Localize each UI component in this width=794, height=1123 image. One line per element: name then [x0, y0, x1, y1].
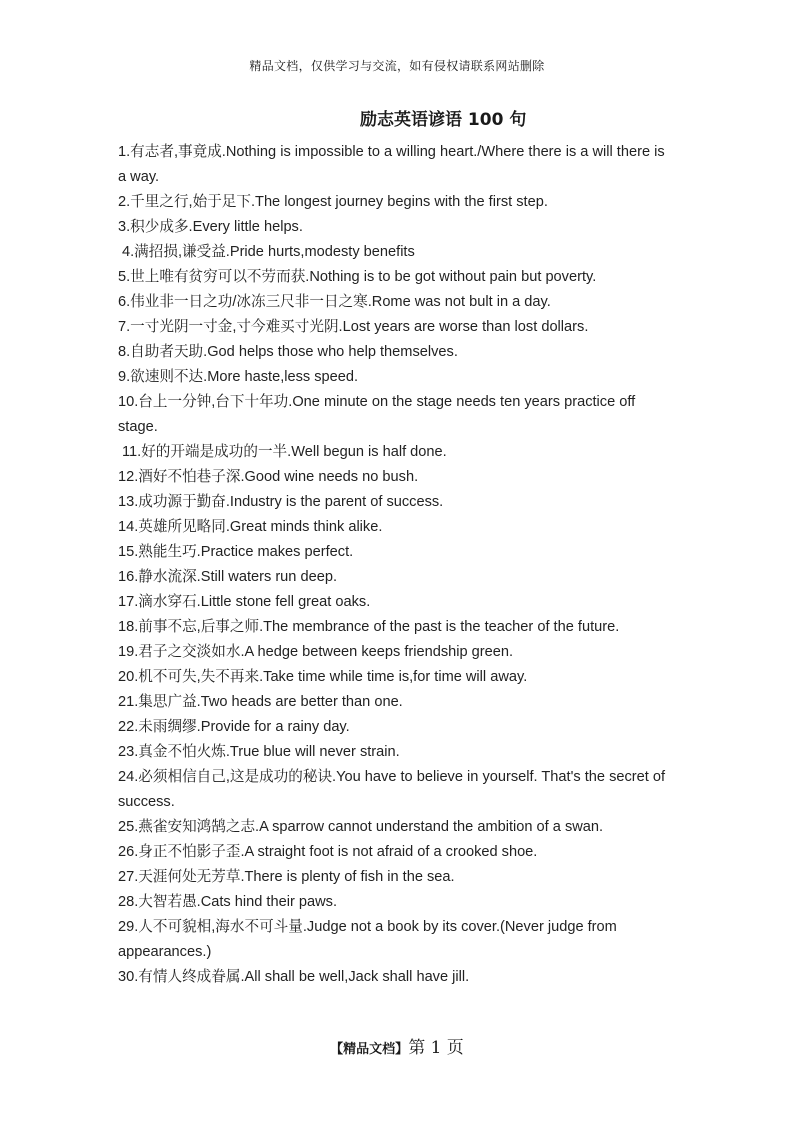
proverb-line: 20.机不可失,失不再来.Take time while time is,for time will away.: [118, 669, 528, 685]
proverb-line: 16.静水流深.Still waters run deep.: [118, 569, 337, 585]
proverb-line: 24.必须相信自己,这是成功的秘诀.You have to believe in yourself. That's the secret of success.: [118, 769, 666, 810]
page-header: 精品文档，仅供学习与交流，如有侵权请联系网站删除: [249, 59, 545, 73]
proverb-line: 8.自助者天助.God helps those who help themselves.: [118, 344, 458, 360]
proverb-line: 9.欲速则不达.More haste,less speed.: [118, 369, 359, 385]
proverb-line: 25.燕雀安知鸿鹄之志.A sparrow cannot understand the ambition of a swan.: [118, 819, 604, 835]
proverb-line: 13.成功源于勤奋.Industry is the parent of success.: [118, 494, 444, 510]
proverb-line: 22.未雨绸缪.Provide for a rainy day.: [118, 719, 350, 735]
proverb-line: 26.身正不怕影子歪.A straight foot is not afraid of a crooked shoe.: [118, 844, 538, 860]
proverb-line: 6.伟业非一日之功/冰冻三尺非一日之寒.Rome was not bult in a day.: [118, 294, 551, 310]
proverb-line: 5.世上唯有贫穷可以不劳而获.Nothing is to be got without pain but poverty.: [118, 269, 597, 285]
proverb-line: 14.英雄所见略同.Great minds think alike.: [118, 519, 383, 535]
footer-tag: 【精品文档】: [330, 1042, 409, 1057]
proverb-line: 28.大智若愚.Cats hind their paws.: [118, 894, 337, 910]
proverb-line: 30.有情人终成眷属.All shall be well,Jack shall have jill.: [118, 969, 470, 985]
page-number: 第 1 页: [408, 1038, 464, 1058]
proverb-line: 29.人不可貌相,海水不可斗量.Judge not a book by its cover.(Never judge from appearances.): [118, 919, 617, 960]
proverb-line: 10.台上一分钟,台下十年功.One minute on the stage needs ten years practice off stage.: [118, 394, 636, 435]
proverb-line: 27.天涯何处无芳草.There is plenty of fish in the sea.: [118, 869, 455, 885]
document-title: 励志英语谚语 100 句: [360, 110, 527, 130]
proverb-line: 23.真金不怕火炼.True blue will never strain.: [118, 744, 400, 760]
proverb-line: 1.有志者,事竟成.Nothing is impossible to a willing heart./Where there is a will there is a way.: [118, 144, 665, 185]
proverb-line: 17.滴水穿石.Little stone fell great oaks.: [118, 594, 371, 610]
proverb-line: 4.满招损,谦受益.Pride hurts,modesty benefits: [122, 244, 415, 260]
proverb-line: 7.一寸光阴一寸金,寸今难买寸光阴.Lost years are worse than lost dollars.: [118, 319, 589, 335]
proverb-line: 15.熟能生巧.Practice makes perfect.: [118, 544, 354, 560]
proverb-line: 18.前事不忘,后事之师.The membrance of the past is the teacher of the future.: [118, 619, 620, 635]
proverb-line: 2.千里之行,始于足下.The longest journey begins with the first step.: [118, 194, 548, 210]
proverb-line: 3.积少成多.Every little helps.: [118, 219, 303, 235]
proverb-line: 21.集思广益.Two heads are better than one.: [118, 694, 403, 710]
proverb-line: 19.君子之交淡如水.A hedge between keeps friendship green.: [118, 644, 514, 660]
proverb-line: 12.酒好不怕巷子深.Good wine needs no bush.: [118, 469, 419, 485]
page-footer: [0, 1033, 794, 1058]
proverb-list: [118, 140, 674, 990]
proverb-line: 11.好的开端是成功的一半.Well begun is half done.: [122, 444, 447, 460]
